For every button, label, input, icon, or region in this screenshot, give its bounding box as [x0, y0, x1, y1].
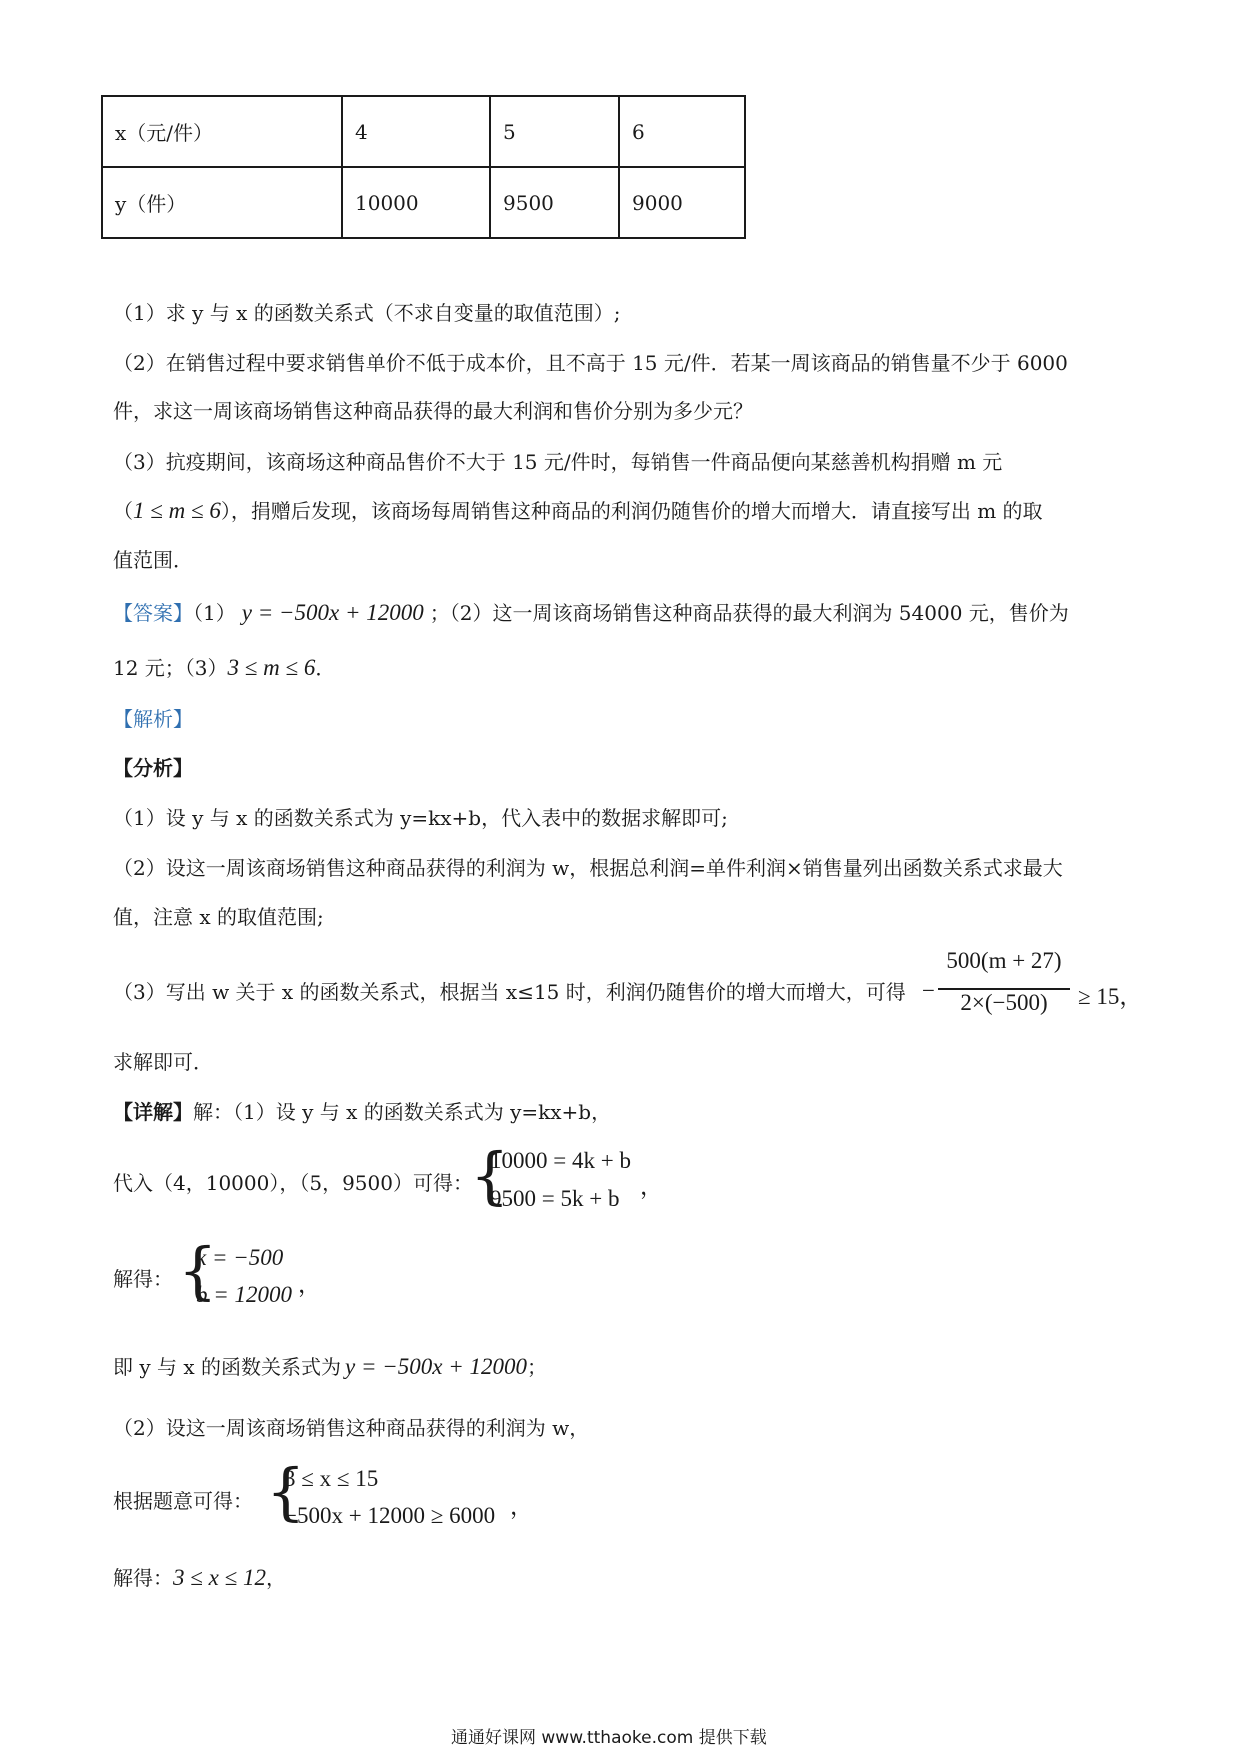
detail-line-1	[113, 1100, 611, 1124]
system-3-comma: ，	[510, 1494, 533, 1519]
detail-cond-label: 根据题意可得：	[113, 1489, 253, 1513]
system-1-eq-1: 10000 = 4k + b	[490, 1148, 631, 1173]
table-row	[102, 96, 745, 167]
question-3-line-3: 值范围．	[113, 548, 193, 572]
analysis-tag: 【解析】	[113, 707, 193, 731]
table-cell: 10000	[342, 167, 490, 238]
question-1: （1）求 y 与 x 的函数关系式（不求自变量的取值范围）;	[113, 301, 621, 325]
question-3-line-1: （3）抗疫期间，该商场这种商品售价不大于 15 元/件时，每销售一件商品便向某慈善机构捐赠 m 元	[113, 450, 1003, 474]
question-3-line-2	[113, 499, 1043, 523]
analysis-p2-line-2: 值，注意 x 的取值范围;	[113, 905, 324, 929]
system-2-comma: ，	[298, 1272, 321, 1297]
detail-intro: 解：（1）设 y 与 x 的函数关系式为 y=kx+b，	[193, 1100, 612, 1124]
data-table	[101, 95, 746, 239]
system-3-eq-1: 3 ≤ x ≤ 15	[284, 1466, 379, 1491]
answer-line-2	[113, 656, 335, 680]
question-3-line-2-text: ），捐赠后发现，该商场每周销售这种商品的利润仍随售价的增大而增大．请直接写出 m 的取	[220, 499, 1043, 523]
answer-line-2-math: 3 ≤ m ≤ 6	[227, 655, 316, 680]
detail-semicolon: ；	[527, 1355, 547, 1379]
brace-icon: {	[266, 1455, 306, 1528]
answer-line-2-text: 12 元；（3）	[113, 656, 228, 680]
table-cell: 4	[342, 96, 490, 167]
detail-sub-label: 代入（4，10000），（5，9500）可得：	[113, 1171, 473, 1195]
analysis-heading: 【分析】	[113, 756, 193, 780]
fraction-minus: −	[922, 978, 935, 1003]
table-row	[102, 167, 745, 238]
detail-heading: 【详解】	[113, 1100, 193, 1124]
detail-final-line	[113, 1566, 286, 1590]
table-cell: 5	[490, 96, 619, 167]
answer-line-2-end: ．	[315, 656, 336, 680]
system-2-eq-2: b = 12000	[196, 1282, 293, 1307]
brace-icon: {	[178, 1234, 218, 1307]
paren-open: （	[113, 499, 133, 523]
answer-part1-math: y = −500x + 12000	[241, 600, 424, 625]
table-cell: x（元/件）	[102, 96, 342, 167]
answer-part2: ；（2）这一周该商场销售这种商品获得的最大利润为 54000 元，售价为	[429, 601, 1069, 625]
system-1-comma: ，	[640, 1174, 663, 1199]
table-cell: y（件）	[102, 167, 342, 238]
system-1-eq-2: 9500 = 5k + b	[490, 1186, 620, 1211]
page-footer: 通通好课网 www.tthaoke.com 提供下载	[451, 1728, 767, 1748]
table-cell: 9500	[490, 167, 619, 238]
detail-final-comma: ，	[265, 1566, 286, 1590]
analysis-p3-text: （3）写出 w 关于 x 的函数关系式，根据当 x≤15 时，利润仍随售价的增大而增大，可得	[113, 980, 906, 1004]
question-2-line-2: 件，求这一周该商场销售这种商品获得的最大利润和售价分别为多少元？	[113, 399, 753, 423]
analysis-p1: （1）设 y 与 x 的函数关系式为 y=kx+b，代入表中的数据求解即可;	[113, 806, 728, 830]
answer-line-1	[113, 601, 1069, 625]
system-2-eq-1: k = −500	[196, 1245, 284, 1270]
table-cell: 9000	[619, 167, 745, 238]
question-2-line-1: （2）在销售过程中要求销售单价不低于成本价，且不高于 15 元/件．若某一周该商品的销售量不少于 6000	[113, 351, 1068, 375]
detail-result-label: 即 y 与 x 的函数关系式为	[113, 1355, 342, 1379]
fraction-numerator: 500(m + 27)	[946, 948, 1062, 973]
brace-icon: {	[470, 1139, 510, 1212]
analysis-p3-line-2: 求解即可．	[113, 1050, 213, 1074]
detail-solve-label: 解得：	[113, 1267, 173, 1291]
analysis-p2-line-1: （2）设这一周该商场销售这种商品获得的利润为 w，根据总利润=单件利润×销售量列出函数关系式求最大	[113, 856, 1063, 880]
table-cell: 6	[619, 96, 745, 167]
system-3-eq-2: −500x + 12000 ≥ 6000	[284, 1503, 496, 1528]
detail-final-label: 解得：	[113, 1566, 173, 1590]
detail-part2-intro: （2）设这一周该商场销售这种商品获得的利润为 w，	[113, 1416, 590, 1440]
detail-result-math: y = −500x + 12000	[345, 1354, 527, 1379]
detail-final-math: 3 ≤ x ≤ 12	[173, 1565, 266, 1590]
answer-tag: 【答案】	[113, 601, 193, 625]
fraction-denominator: 2×(−500)	[960, 990, 1048, 1015]
answer-part1-label: （1）	[193, 601, 236, 625]
detail-result-line	[113, 1355, 547, 1379]
fraction-tail: ≥ 15，	[1078, 984, 1143, 1009]
math-range-m: 1 ≤ m ≤ 6	[133, 498, 221, 523]
